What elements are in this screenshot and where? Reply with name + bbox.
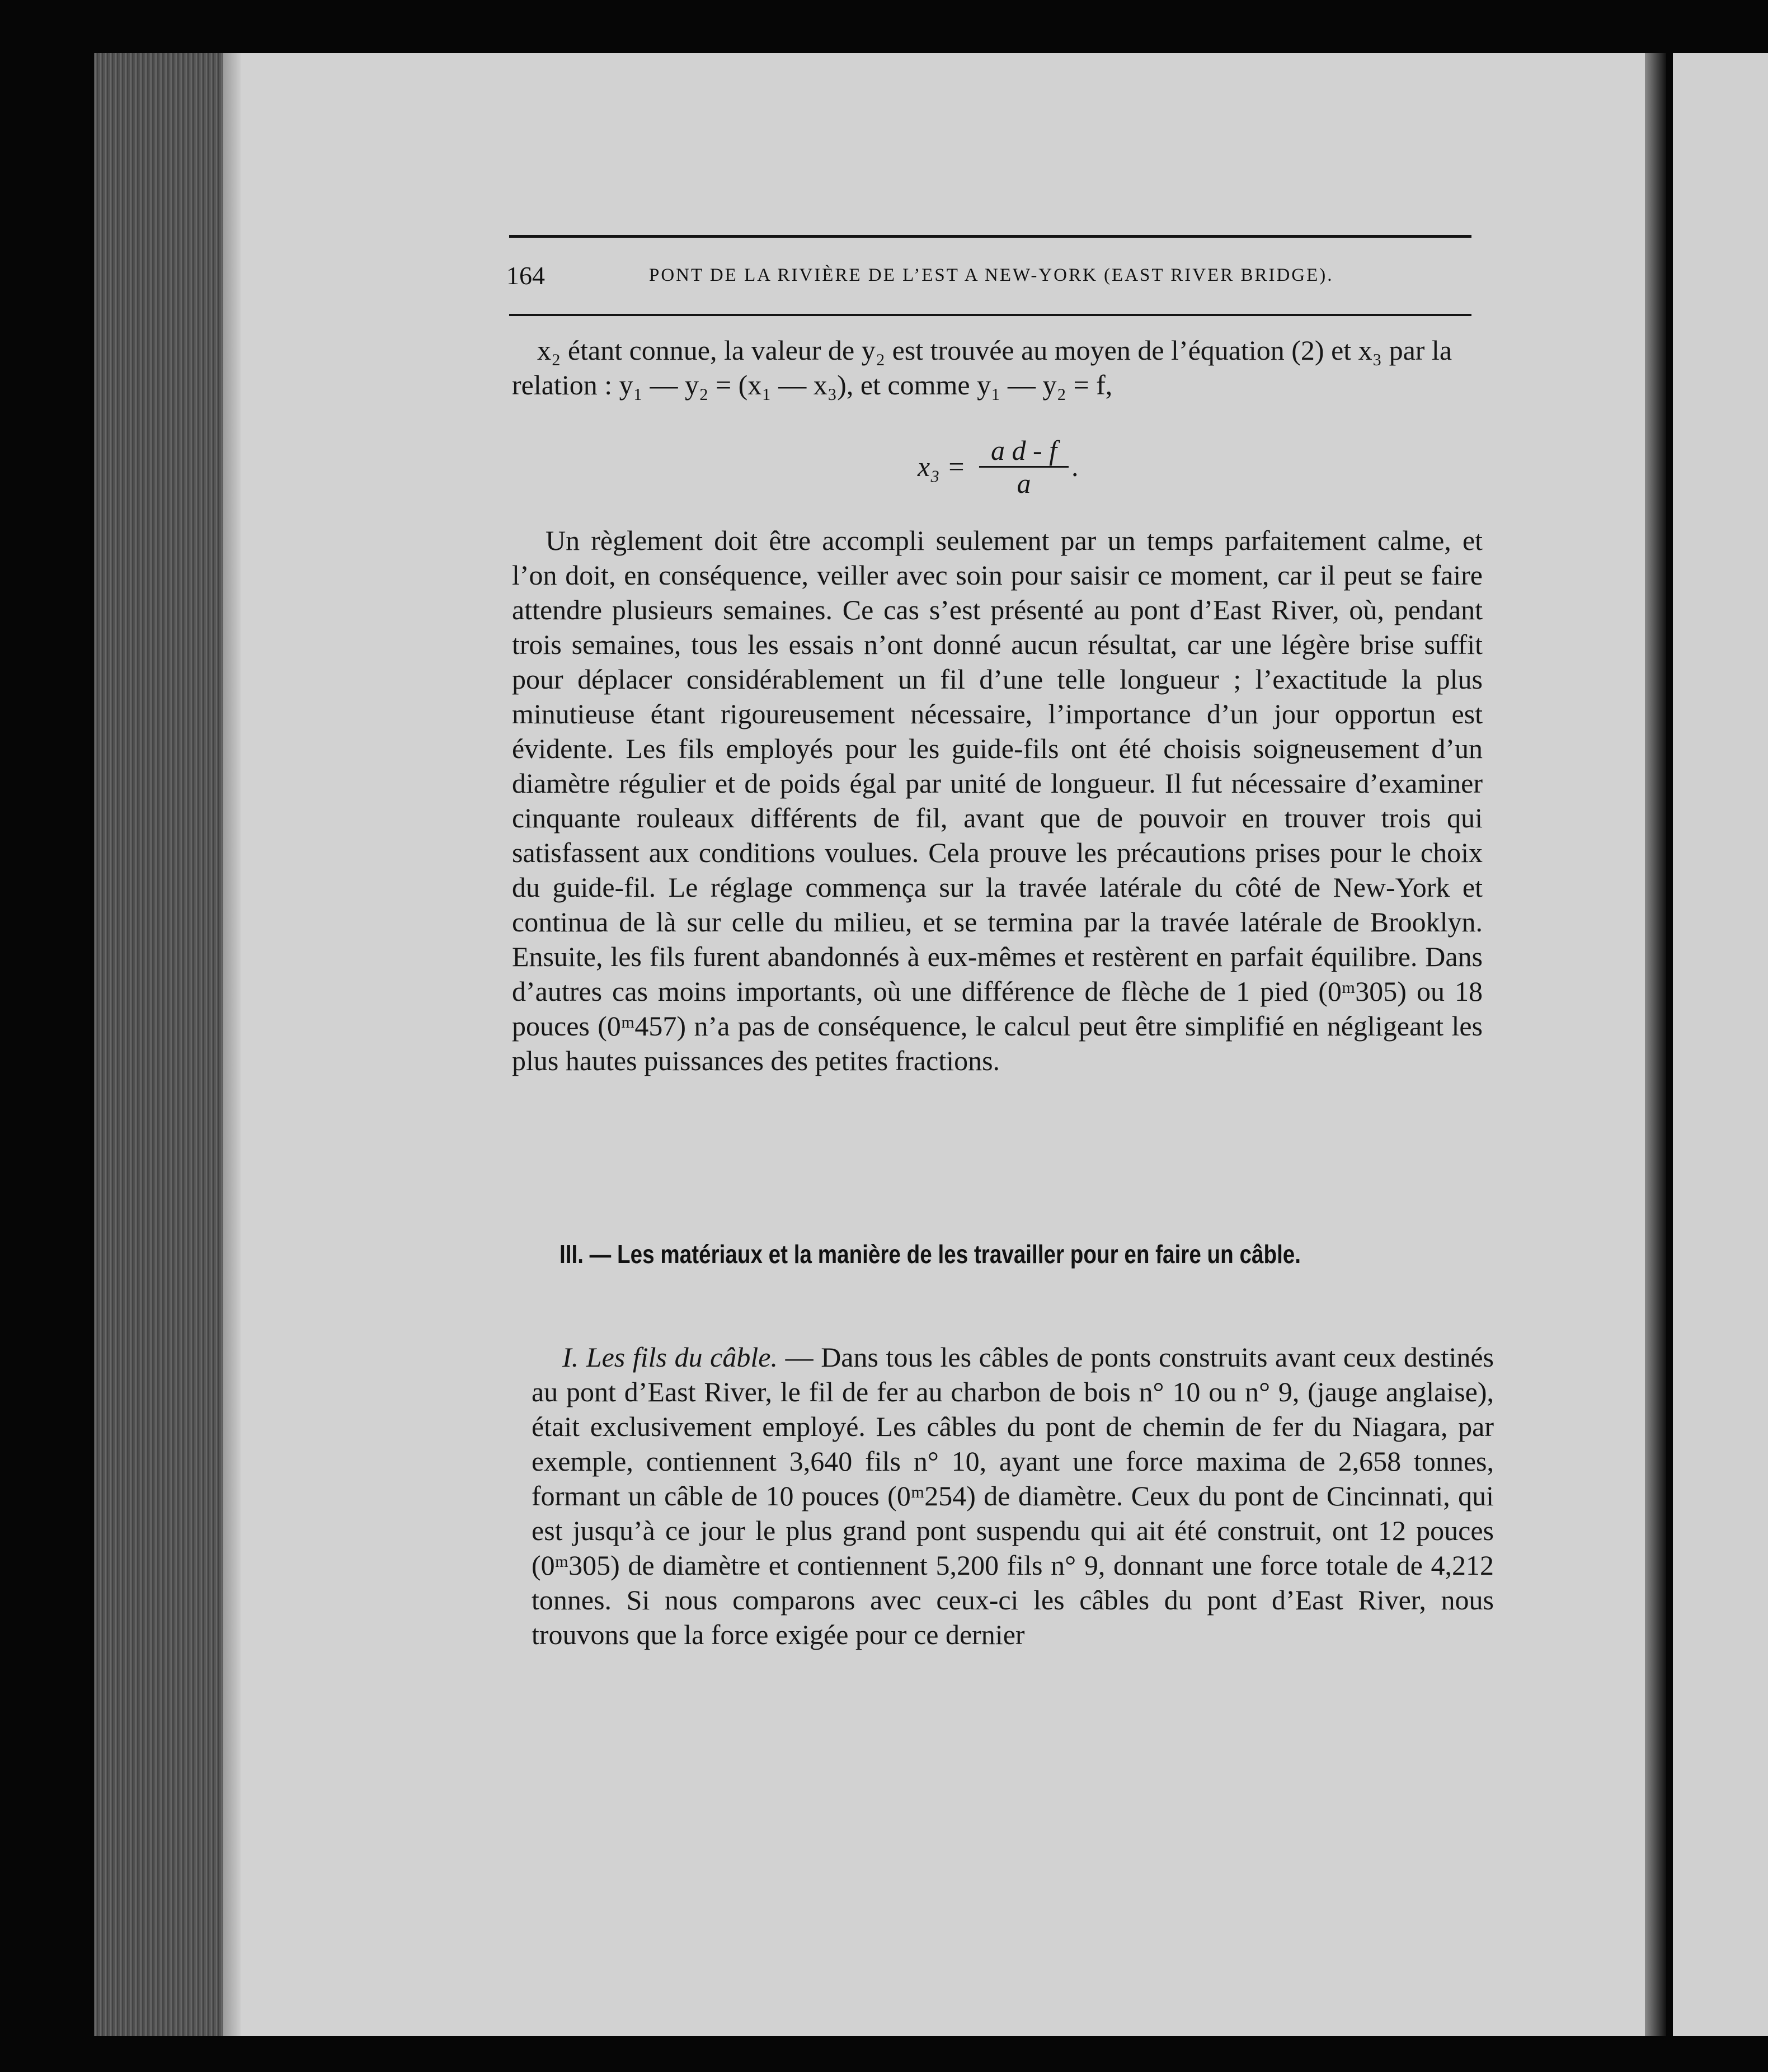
book-gutter <box>94 53 241 2036</box>
page-number: 164 <box>506 261 545 290</box>
running-title: PONT DE LA RIVIÈRE DE L’EST A NEW-YORK (EAST RIVER BRIDGE). <box>649 265 1334 285</box>
equation-x3 <box>918 436 1102 498</box>
gutter-shadow <box>223 53 242 2036</box>
paragraph-intro-line-1: x₂ étant connue, la valeur de y₂ est trouvée au moyen de l’équation (2) et x₃ par la <box>537 335 1452 366</box>
equation-fraction <box>979 436 1069 497</box>
page-edge-shadow <box>1645 53 1666 2036</box>
paragraph-lead-italic: I. Les fils du câble. <box>562 1341 778 1373</box>
paragraph-intro <box>512 333 1477 402</box>
header-rule-bottom <box>509 314 1471 316</box>
equation-lhs: x₃ = <box>918 451 966 482</box>
paragraph-body: — Dans tous les câbles de ponts construits avant ceux destinés au pont d’East River, le fil de fer au charbon de bois n° 10 ou n° 9, (jauge anglaise), était exclusivement employé. Les câbles du pont de chemin de fer du Niagara, par exemple, contiennent 3,640 fils n° 10, ayant une force maxima de 2,658 tonnes, formant un câble de 10 pouces (0ᵐ254) de diamètre. Ceux du pont de Cincinnati, qui est jusqu’à ce jour le plus grand pont suspendu qui ait été construit, ont 12 pouces (0ᵐ305) de diamètre et contiennent 5,200 fils n° 9, donnant une force totale de 4,212 tonnes. Si nous comparons avec ceux-ci les câbles du pont d’East River, nous trouvons que la force exigée pour ce dernier <box>532 1341 1494 1650</box>
paragraph-intro-line-2: relation : y₁ — y₂ = (x₁ — x₃), et comme y₁ — y₂ = f, <box>512 369 1113 401</box>
equation-denominator: a <box>1017 468 1031 499</box>
paragraph-reglement: Un règlement doit être accompli seulement par un temps parfaitement calme, et l’on doit, en conséquence, veiller avec soin pour saisir ce moment, car il peut se faire attendre plusieurs semaines. Ce cas s’est présenté au pont d’East River, où, pendant trois semaines, tous les essais n’ont donné aucun résultat, car une légère brise suffit pour déplacer considérablement un fil d’une telle longueur ; l’exactitude la plus minutieuse étant rigoureusement nécessaire, l’importance d’un jour opportun est évidente. Les fils employés pour les guide-fils ont été choisis soigneusement d’un diamètre régulier et de poids égal par unité de longueur. Il fut nécessaire d’examiner cinquante rouleaux différents de fil, avant que de pouvoir en trouver trois qui satisfassent aux conditions voulues. Cela prouve les précautions prises pour le choix du guide-fil. Le réglage commença sur la travée latérale du côté de New-York et continua de là sur celle du milieu, et se termina par la travée latérale de Brooklyn. Ensuite, les fils furent abandonnés à eux-mêmes et restèrent en parfait équilibre. Dans d’autres cas moins importants, où une différence de flèche de 1 pied (0ᵐ305) ou 18 pouces (0ᵐ457) n’a pas de conséquence, le calcul peut être simplifié en négligeant les plus hautes puissances des petites fractions. <box>512 525 1483 1076</box>
equation-numerator: a d - f <box>990 435 1057 466</box>
equation-period: . <box>1071 451 1079 482</box>
header-rule-top <box>509 235 1471 238</box>
running-head <box>506 251 1469 301</box>
paragraph-fils-du-cable <box>532 1340 1494 1652</box>
section-heading: III. — Les matériaux et la manière de les travailler pour en faire un câble. <box>559 1240 1301 1269</box>
adjacent-page-edge <box>1673 53 1768 2036</box>
